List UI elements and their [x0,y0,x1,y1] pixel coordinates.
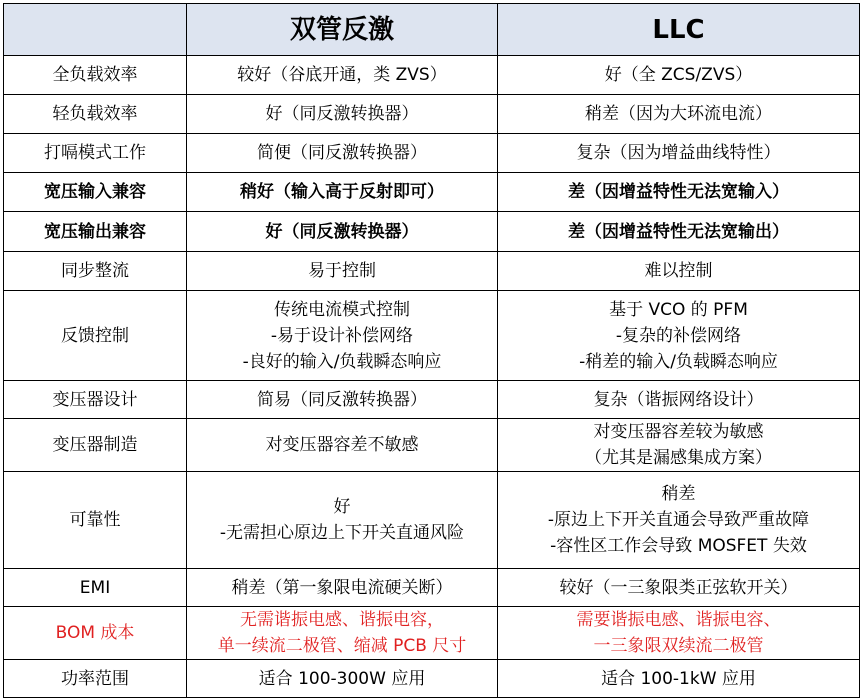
cell-line: 对变压器容差不敏感 [265,435,419,455]
cell-line: -容性区工作会导致 MOSFET 失效 [550,536,807,556]
feature-cell: 打嗝模式工作 [4,134,187,173]
llc-cell [498,56,860,95]
cell-line: 简便（同反激转换器） [257,143,427,163]
table-body [4,56,860,698]
table-row [4,212,860,252]
flyback-cell [187,212,498,252]
cell-line: 易于控制 [308,261,376,281]
feature-cell: 轻负载效率 [4,95,187,134]
cell-line: 稍好（输入高于反射即可） [240,182,444,202]
feature-cell: 变压器制造 [4,419,187,472]
cell-line: 稍差（第一象限电流硬关断） [231,577,453,598]
header-llc-title: LLC [498,4,860,56]
cell-line: 难以控制 [644,261,713,281]
llc-cell [498,419,860,472]
cell-line: 无需谐振电感、谐振电容， [240,610,444,630]
cell-line: （尤其是漏感集成方案） [585,448,772,468]
flyback-cell [187,95,498,134]
cell-line: 传统电流模式控制 [274,299,410,320]
llc-cell [498,95,860,134]
table-row [4,252,860,291]
llc-cell [498,134,860,173]
feature-cell: 同步整流 [4,252,187,291]
feature-cell: 可靠性 [4,472,187,569]
table-row [4,472,860,569]
cell-line: 适合 100-1kW 应用 [601,668,756,689]
flyback-cell [187,252,498,291]
feature-cell: EMI [4,569,187,607]
feature-cell: 反馈控制 [4,291,187,381]
llc-cell [498,569,860,607]
llc-cell [498,291,860,381]
cell-line: 好（同反激转换器） [265,104,419,124]
cell-line: 复杂（因为增益曲线特性） [576,143,781,163]
flyback-cell [187,291,498,381]
llc-cell [498,173,860,212]
table-row [4,569,860,607]
flyback-cell [187,173,498,212]
cell-line: 基于 VCO 的 PFM [609,299,748,320]
header-row [4,4,860,56]
cell-line: -稍差的输入/负载瞬态响应 [579,351,778,372]
table-row [4,291,860,381]
table-row [4,56,860,95]
flyback-cell [187,134,498,173]
cell-line: 单一续流二极管、缩减 PCB 尺寸 [217,636,467,656]
cell-line: 一三象限双续流二极管 [593,636,764,656]
flyback-cell [187,607,498,660]
flyback-cell [187,381,498,419]
cell-line: -原边上下开关直通会导致严重故障 [547,510,810,530]
cell-line: 简易（同反激转换器） [257,389,427,410]
feature-cell: 变压器设计 [4,381,187,419]
table-row [4,607,860,660]
llc-cell [498,660,860,698]
feature-cell: 宽压输入兼容 [4,173,187,212]
cell-line: 好 [333,497,351,517]
cell-line: 差（因增益特性无法宽输入） [568,182,789,202]
cell-line: 好（全 ZCS/ZVS） [604,65,753,85]
feature-cell: 全负载效率 [4,56,187,95]
llc-cell [498,252,860,291]
table-row [4,381,860,419]
header-feature-cell [4,4,187,56]
table-row [4,173,860,212]
cell-line: -良好的输入/负载瞬态响应 [242,351,442,372]
cell-line: -无需担心原边上下开关直通风险 [219,523,465,543]
header-flyback-title: 双管反激 [187,4,498,56]
cell-line: 需要谐振电感、谐振电容、 [576,610,781,630]
cell-line: 差（因增益特性无法宽输出） [568,221,789,242]
table-row [4,134,860,173]
flyback-cell [187,419,498,472]
cell-line: 稍差 [661,484,696,504]
feature-cell: 宽压输出兼容 [4,212,187,252]
feature-cell: BOM 成本 [4,607,187,660]
cell-line: 适合 100-300W 应用 [258,668,426,689]
llc-cell [498,381,860,419]
cell-line: 好（同反激转换器） [265,221,419,242]
llc-cell [498,607,860,660]
cell-line: -复杂的补偿网络 [615,325,742,346]
cell-line: 复杂（谐振网络设计） [593,389,764,410]
feature-cell: 功率范围 [4,660,187,698]
flyback-cell [187,56,498,95]
flyback-cell [187,472,498,569]
llc-cell [498,212,860,252]
table-row [4,660,860,698]
cell-line: 较好（谷底开通，类 ZVS） [237,65,447,85]
table-row [4,419,860,472]
cell-line: -易于设计补偿网络 [270,325,414,346]
cell-line: 较好（一三象限类正弦软开关） [559,577,798,598]
table-row [4,95,860,134]
comparison-table [3,3,860,698]
flyback-cell [187,660,498,698]
cell-line: 稍差（因为大环流电流） [585,104,772,124]
cell-line: 对变压器容差较为敏感 [593,422,764,442]
flyback-cell [187,569,498,607]
llc-cell [498,472,860,569]
